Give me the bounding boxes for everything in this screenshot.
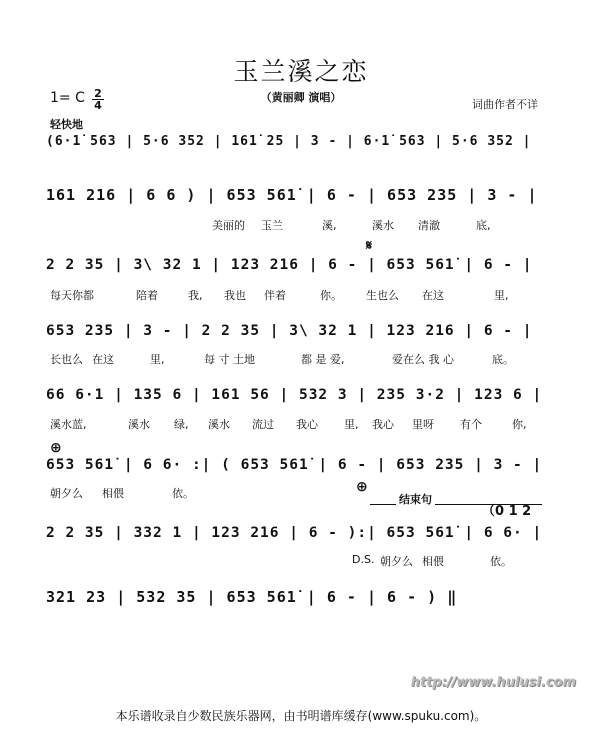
lyric-word: 在这 (422, 289, 444, 302)
lyric-word: 相偎 (422, 555, 444, 568)
watermark: http://www.hulusi.com (410, 675, 576, 690)
lyric-word: 依。 (490, 555, 512, 568)
lyric-word: 伴着 (264, 289, 286, 302)
lyric-word: 相偎 (102, 487, 124, 500)
lyric-word: 每 寸 土地 (204, 353, 255, 366)
time-signature-bottom: 4 (92, 99, 104, 111)
ending-pickup-notes: （0 1 2 (482, 504, 532, 519)
lyric-word: 清澈 (418, 219, 440, 232)
lyric-word: 溪水蓝, (50, 418, 87, 431)
lyric-word: 爱在么 我 心 (392, 353, 454, 366)
song-title: 玉兰溪之恋 (233, 57, 369, 86)
coda-sign-1: ⊕ (50, 440, 62, 456)
lyric-word: 在这 (92, 353, 114, 366)
notes-row-6: 653 561̇ | 6 6· :| ( 653 561̇ | 6 - | 653 235 | 3 - | (46, 457, 543, 473)
score-row-2 (46, 186, 556, 210)
time-signature-top: 2 (94, 87, 102, 100)
notes-row-5: 66 6·1 | 135 6 | 161 56 | 532 3 | 235 3·2 | 123 6 | (46, 387, 543, 403)
time-signature (92, 88, 104, 111)
notes-row-8: 321 23 | 532 35 | 653 561̇ | 6 - | 6 - ) ‖ (46, 588, 458, 606)
lyric-word: 我心 (372, 418, 394, 431)
lyric-word: 美丽的 (212, 219, 245, 232)
lyric-word: 玉兰 (261, 219, 283, 232)
lyric-word: 里, (150, 353, 165, 366)
lyric-word: 里, (494, 289, 509, 302)
lyric-word: 绿, (174, 418, 189, 431)
lyric-word: 溪水 (128, 418, 150, 431)
lyric-word: 你, (512, 418, 527, 431)
author-credit: 词曲作者不详 (472, 98, 538, 111)
lyric-word: 有个 (460, 418, 482, 431)
lyric-word: 我也 (224, 289, 246, 302)
lyric-word: 里, (344, 418, 359, 431)
lyric-word: 底。 (492, 353, 514, 366)
notes-row-4: 653 235 | 3 - | 2 2 35 | 3\ 32 1 | 123 216 | 6 - | (46, 323, 533, 339)
score-row-7 (46, 525, 556, 549)
notes-row-1: (6·1̇ 563 | 5·6 352 | 161̇ 25 | 3 - | 6·1̇ 563 | 5·6 352 | (46, 134, 532, 149)
score-row-3 (46, 257, 556, 281)
lyric-word: 底, (476, 219, 491, 232)
coda-sign-2: ⊕ (356, 479, 368, 495)
score-row-5 (46, 387, 556, 411)
lyric-word: 长也么 (50, 353, 83, 366)
lyric-word: 流过 (252, 418, 274, 431)
lyric-word: 溪水 (208, 418, 230, 431)
source-footer: 本乐谱收录自少数民族乐器网，由书明谱库缓存(www.spuku.com)。 (115, 709, 487, 723)
tempo-marking: 轻快地 (50, 118, 83, 131)
ending-label: 结束句 (396, 491, 435, 507)
lyric-word: 生也么 (366, 289, 399, 302)
lyric-word: 里呀 (412, 418, 434, 431)
ds-marking: D.S. (352, 553, 375, 566)
segno-sign: 𝄋 (366, 238, 373, 254)
score-row-8 (46, 588, 556, 612)
lyric-word: 溪, (322, 219, 337, 232)
notes-row-7: 2 2 35 | 332 1 | 123 216 | 6 - ):| 653 561̇ | 6 6· | (46, 525, 543, 541)
lyric-word: 我心 (296, 418, 318, 431)
lyric-word: 都 是 爱, (301, 353, 345, 366)
notes-row-3: 2 2 35 | 3\ 32 1 | 123 216 | 6 - | 653 561̇ | 6 - | (46, 257, 533, 273)
lyric-word: 陪着 (136, 289, 158, 302)
singer-credit: （黄丽卿 演唱） (260, 91, 342, 104)
lyric-word: 溪水 (372, 219, 394, 232)
score-row-6 (46, 457, 556, 481)
lyric-word: 朝夕么 (50, 487, 83, 500)
notes-row-2: 161 216 | 6 6 ) | 653 561̇ | 6 - | 653 235 | 3 - | (46, 186, 538, 204)
lyric-word: 依。 (172, 487, 194, 500)
score-row-4 (46, 323, 556, 347)
lyric-word: 朝夕么 (380, 555, 413, 568)
lyric-word: 我, (188, 289, 203, 302)
key-signature: 1= C (50, 90, 85, 106)
lyric-word: 你。 (320, 289, 342, 302)
lyric-word: 每天你都 (50, 289, 94, 302)
score-row-1 (46, 134, 556, 158)
